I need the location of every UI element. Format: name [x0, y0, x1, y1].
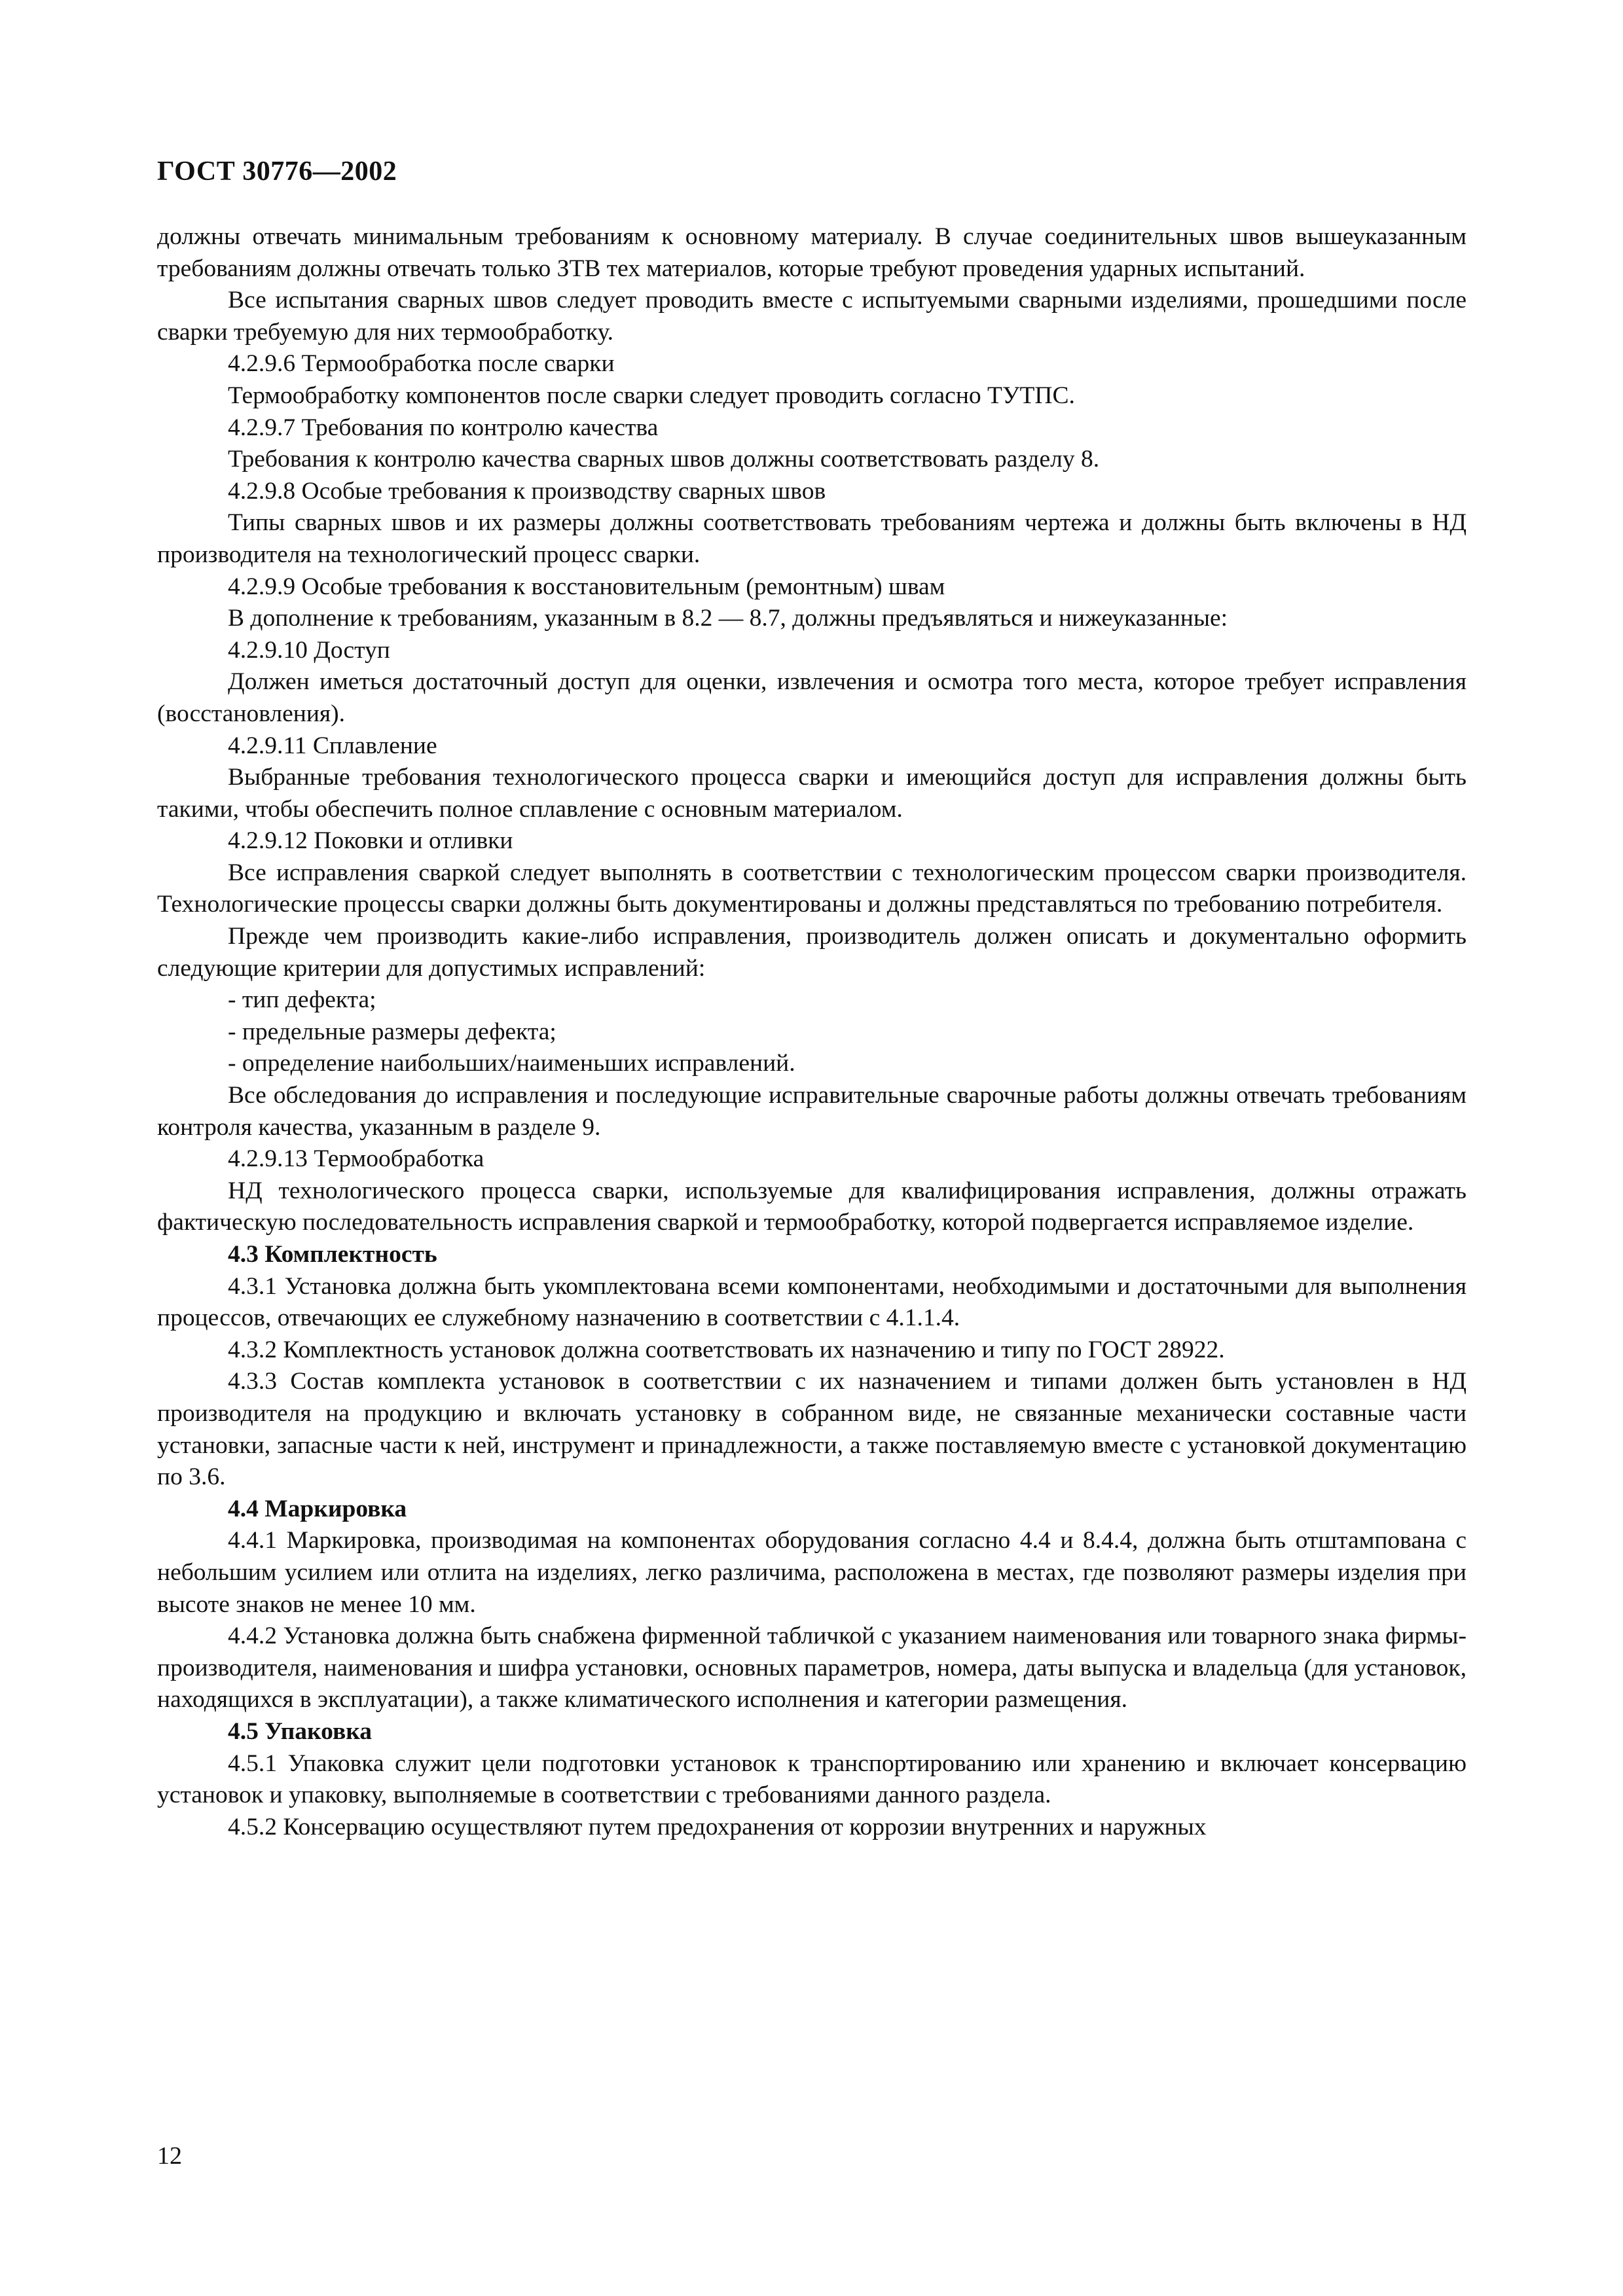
paragraph: Прежде чем производить какие-либо исправления, производитель должен описать и документально оформить следующие критерии для допустимых исправлений:	[157, 923, 1467, 982]
paragraph: 4.3.3 Состав комплекта установок в соответствии с их назначением и типами должен быть установлен в НД производителя на продукцию и включать установку в собранном виде, не связанные механически составные части установки, запасные части к ней, инструмент и принадлежности, а также поставляемую вместе с установкой документацию по 3.6.	[157, 1368, 1467, 1491]
paragraph: 4.5.1 Упаковка служит цели подготовки установок к транспортированию или хранению и включает консервацию установок и упаковку, выполняемые в соответствии с требованиями данного раздела.	[157, 1749, 1467, 1809]
clause-heading: 4.2.9.8 Особые требования к производству сварных швов	[228, 477, 826, 505]
section-heading: 4.5 Упаковка	[228, 1717, 373, 1745]
list-item: - определение наибольших/наименьших исправлений.	[228, 1050, 795, 1077]
document-body	[157, 221, 1467, 1843]
page-number: 12	[157, 2142, 182, 2170]
paragraph: В дополнение к требованиям, указанным в 8.2 — 8.7, должны предъявляться и нижеуказанные:	[228, 605, 1228, 632]
paragraph: 4.5.2 Консервацию осуществляют путем предохранения от коррозии внутренних и наружных	[228, 1813, 1207, 1840]
section-heading: 4.3 Комплектность	[228, 1241, 437, 1268]
paragraph: должны отвечать минимальным требованиям к основному материалу. В случае соединительных швов вышеуказанным требованиям должны отвечать только ЗТВ тех материалов, которые требуют проведения ударных испытаний.	[157, 223, 1467, 282]
paragraph: 4.4.1 Маркировка, производимая на компонентах оборудования согласно 4.4 и 8.4.4, должна быть отштампована с небольшим усилием или отлита на изделиях, легко различима, расположена в местах, где позволяют размеры изделия при высоте знаков не менее 10 мм.	[157, 1527, 1467, 1618]
paragraph: НД технологического процесса сварки, используемые для квалифицирования исправления, должны отражать фактическую последовательность исправления сваркой и термообработку, которой подвергается исправляемое изделие.	[157, 1177, 1467, 1236]
clause-heading: 4.2.9.13 Термообработка	[228, 1145, 484, 1173]
clause-heading: 4.2.9.12 Поковки и отливки	[228, 827, 513, 855]
section-heading: 4.4 Маркировка	[228, 1495, 407, 1522]
clause-heading: 4.2.9.7 Требования по контролю качества	[228, 414, 659, 441]
paragraph: 4.3.1 Установка должна быть укомплектована всеми компонентами, необходимыми и достаточными для выполнения процессов, отвечающих ее служебному назначению в соответствии с 4.1.1.4.	[157, 1272, 1467, 1332]
paragraph: 4.3.2 Комплектность установок должна соответствовать их назначению и типу по ГОСТ 28922.	[228, 1336, 1225, 1363]
paragraph: Типы сварных швов и их размеры должны соответствовать требованиям чертежа и должны быть включены в НД производителя на технологический процесс сварки.	[157, 509, 1467, 568]
clause-heading: 4.2.9.9 Особые требования к восстановительным (ремонтным) швам	[228, 573, 945, 600]
paragraph: Термообработку компонентов после сварки следует проводить согласно ТУТПС.	[228, 382, 1075, 409]
clause-heading: 4.2.9.6 Термообработка после сварки	[228, 350, 615, 378]
page-header-title: ГОСТ 30776—2002	[157, 156, 397, 187]
paragraph: Требования к контролю качества сварных швов должны соответствовать разделу 8.	[228, 446, 1100, 473]
list-item: - предельные размеры дефекта;	[228, 1018, 556, 1045]
paragraph: 4.4.2 Установка должна быть снабжена фирменной табличкой с указанием наименования или товарного знака фирмы-производителя, наименования и шифра установки, основных параметров, номера, даты выпуска и владельца (для установок, находящихся в эксплуатации), а также климатического исполнения и категории размещения.	[157, 1623, 1467, 1713]
paragraph: Все испытания сварных швов следует проводить вместе с испытуемыми сварными изделиями, прошедшими после сварки требуемую для них термообработку.	[157, 287, 1467, 346]
paragraph: Выбранные требования технологического процесса сварки и имеющийся доступ для исправления должны быть такими, чтобы обеспечить полное сплавление с основным материалом.	[157, 764, 1467, 823]
clause-heading: 4.2.9.10 Доступ	[228, 636, 390, 664]
paragraph: Все исправления сваркой следует выполнять в соответствии с технологическим процессом сварки производителя. Технологические процессы сварки должны быть документированы и должны представляться по требованию потребителя.	[157, 859, 1467, 918]
clause-heading: 4.2.9.11 Сплавление	[228, 732, 437, 759]
paragraph: Должен иметься достаточный доступ для оценки, извлечения и осмотра того места, которое требует исправления (восстановления).	[157, 668, 1467, 727]
list-item: - тип дефекта;	[228, 986, 376, 1014]
paragraph: Все обследования до исправления и последующие исправительные сварочные работы должны отвечать требованиям контроля качества, указанным в разделе 9.	[157, 1082, 1467, 1141]
